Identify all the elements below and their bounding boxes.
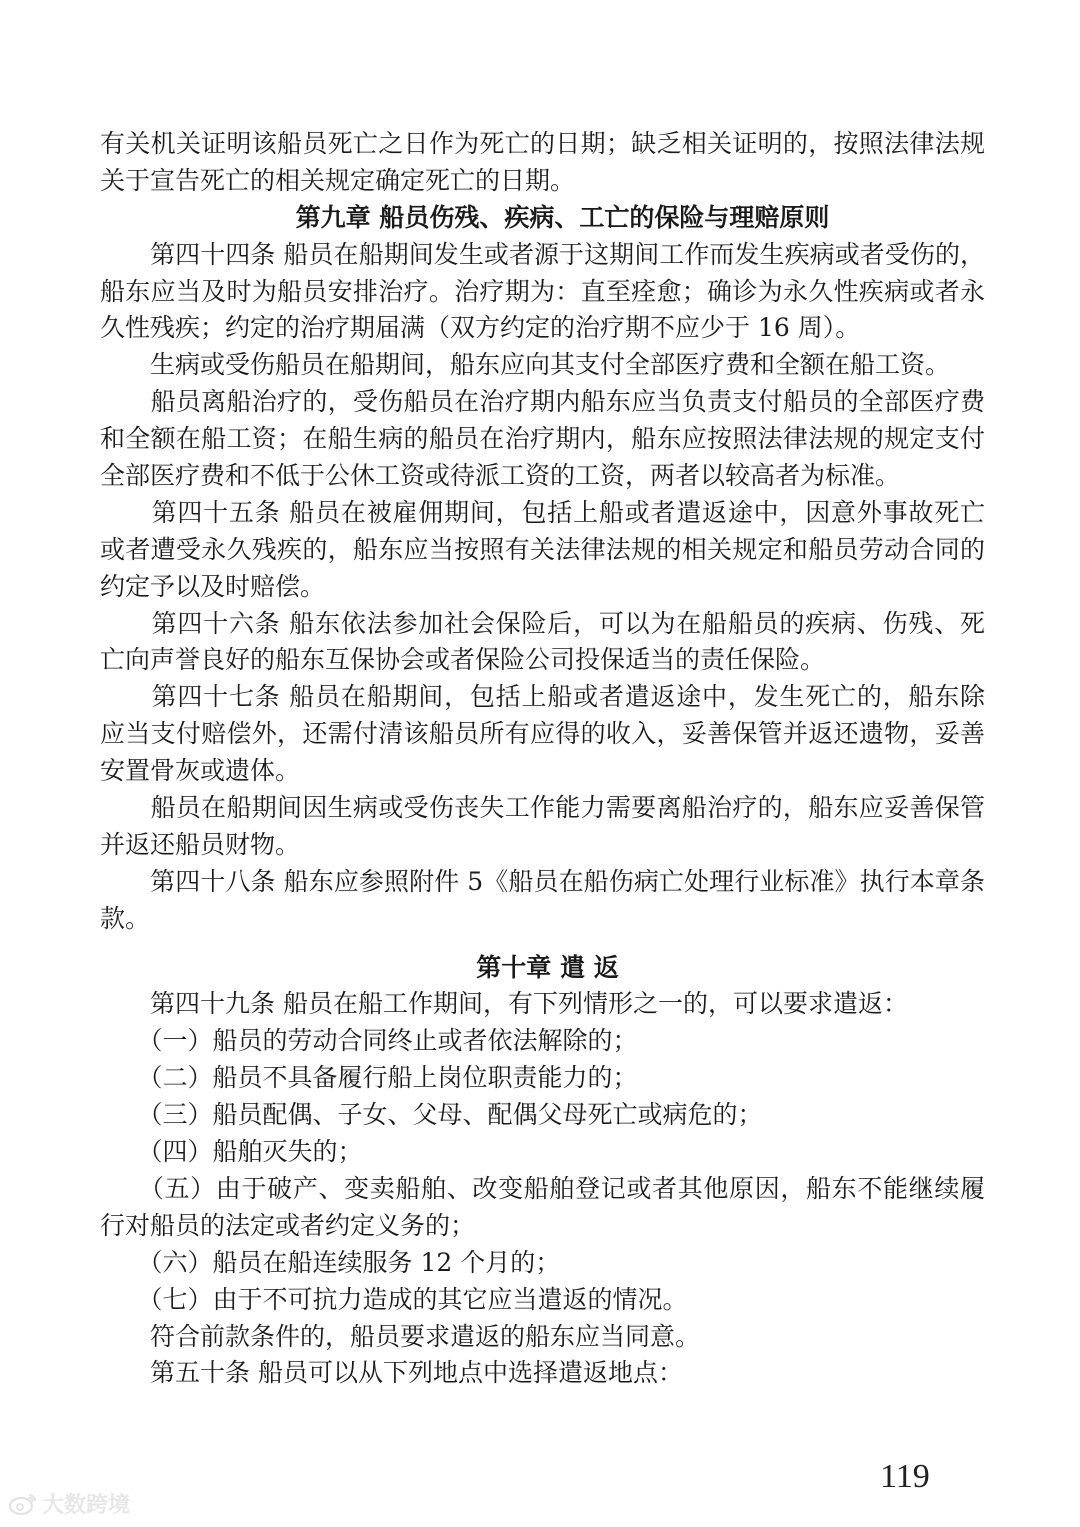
body-text-line: 第四十五条 船员在被雇佣期间，包括上船或者遣返途中，因意外事故死亡 — [100, 497, 985, 527]
body-text-line: 第四十八条 船东应参照附件 5《船员在船伤病亡处理行业标准》执行本章条 — [100, 866, 985, 896]
body-text-line: 第四十四条 船员在船期间发生或者源于这期间工作而发生疾病或者受伤的， — [100, 239, 985, 269]
chapter-heading: 第十章 遣 返 — [476, 952, 619, 982]
body-text-line: 第四十九条 船员在船工作期间，有下列情形之一的，可以要求遣返： — [100, 989, 908, 1019]
body-text-line: （一）船员的劳动合同终止或者依法解除的； — [100, 1026, 638, 1056]
body-text-line: （六）船员在船连续服务 12 个月的； — [100, 1247, 561, 1277]
body-text-line: 约定予以及时赔偿。 — [100, 571, 326, 601]
watermark — [8, 1488, 130, 1519]
body-text-line: 第四十六条 船东依法参加社会保险后，可以为在船船员的疾病、伤残、死 — [100, 608, 985, 638]
body-text-line: 久性残疾；约定的治疗期届满（双方约定的治疗期不应少于 16 周）。 — [100, 313, 861, 343]
body-text-line: 有关机关证明该船员死亡之日作为死亡的日期；缺乏相关证明的，按照法律法规 — [100, 129, 985, 158]
body-text-line: 行对船员的法定或者约定义务的； — [100, 1210, 476, 1240]
body-text-line: （二）船员不具备履行船上岗位职责能力的； — [100, 1063, 638, 1093]
body-text-line: 全部医疗费和不低于公休工资或待派工资的工资，两者以较高者为标准。 — [100, 461, 901, 491]
weibo-logo-icon — [8, 1492, 38, 1516]
body-text-line: 生病或受伤船员在船期间，船东应向其支付全部医疗费和全额在船工资。 — [100, 350, 951, 380]
body-text-line: 和全额在船工资；在船生病的船员在治疗期内，船东应按照法律法规的规定支付 — [100, 424, 985, 454]
body-text-line: 应当支付赔偿外，还需付清该船员所有应得的收入，妥善保管并返还遗物，妥善 — [100, 719, 985, 749]
body-text-line: 亡向声誉良好的船东互保协会或者保险公司投保适当的责任保险。 — [100, 645, 826, 675]
page-body — [100, 126, 985, 1392]
body-text-line: 符合前款条件的，船员要求遣返的船东应当同意。 — [100, 1321, 701, 1351]
body-text-line: 船员离船治疗的，受伤船员在治疗期内船东应当负责支付船员的全部医疗费 — [100, 387, 985, 417]
body-text-line: 或者遭受永久残疾的，船东应当按照有关法律法规的相关规定和船员劳动合同的 — [100, 534, 985, 564]
body-text-line: 安置骨灰或遗体。 — [100, 756, 301, 786]
body-text-line: （七）由于不可抗力造成的其它应当遣返的情况。 — [100, 1284, 688, 1314]
body-text-line: 第五十条 船员可以从下列地点中选择遣返地点： — [100, 1358, 683, 1388]
body-text-line: 第四十七条 船员在船期间，包括上船或者遣返途中，发生死亡的，船东除 — [100, 682, 985, 712]
body-text-line: 船东应当及时为船员安排治疗。治疗期为：直至痊愈；确诊为永久性疾病或者永 — [100, 276, 985, 306]
chapter-heading: 第九章 船员伤残、疾病、工亡的保险与理赔原则 — [295, 202, 830, 232]
body-text-line: 船员在船期间因生病或受伤丧失工作能力需要离船治疗的，船东应妥善保管 — [100, 793, 985, 823]
body-text-line: （四）船舶灭失的； — [100, 1137, 363, 1167]
body-text-line: 关于宣告死亡的相关规定确定死亡的日期。 — [100, 165, 576, 195]
watermark-text: 大数跨境 — [42, 1493, 131, 1518]
page-number: 119 — [880, 1458, 930, 1495]
body-text-line: 款。 — [100, 903, 151, 933]
body-text-line: （三）船员配偶、子女、父母、配偶父母死亡或病危的； — [100, 1100, 763, 1130]
body-text-line: 并返还船员财物。 — [100, 829, 301, 859]
body-text-line: （五）由于破产、变卖船舶、改变船舶登记或者其他原因，船东不能继续履 — [100, 1173, 985, 1203]
